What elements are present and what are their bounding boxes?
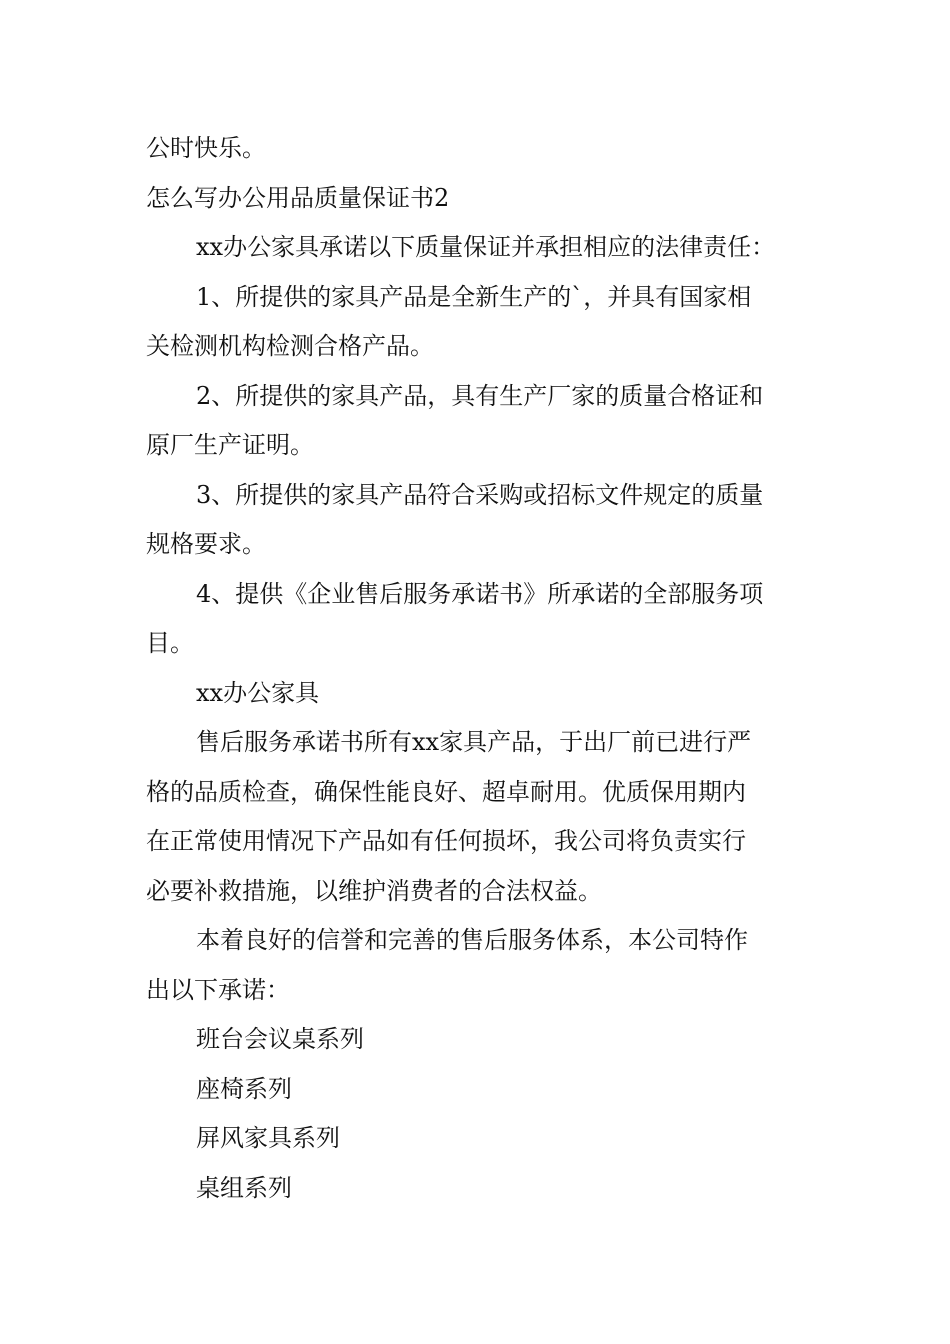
text-line: 3、所提供的家具产品符合采购或招标文件规定的质量 [196, 480, 764, 509]
text-line: 公时快乐。 [146, 134, 266, 162]
text-line: 目。 [146, 629, 194, 657]
text-line: 在正常使用情况下产品如有任何损坏，我公司将负责实行 [146, 827, 746, 855]
text-line: 4、提供《企业售后服务承诺书》所承诺的全部服务项 [196, 579, 764, 608]
document-page [146, 124, 808, 1213]
text-line: 必要补救措施，以维护消费者的合法权益。 [146, 876, 602, 905]
list-item: 座椅系列 [196, 1074, 292, 1103]
list-item: 桌组系列 [196, 1173, 292, 1202]
list-item: 班台会议桌系列 [196, 1025, 364, 1053]
list-item: 屏风家具系列 [196, 1124, 340, 1152]
text-line: xx办公家具 [196, 678, 320, 707]
text-line: 格的品质检查，确保性能良好、超卓耐用。优质保用期内 [146, 777, 746, 806]
text-line: 关检测机构检测合格产品。 [146, 332, 434, 360]
text-line: 售后服务承诺书所有xx家具产品，于出厂前已进行严 [196, 728, 752, 756]
text-line: 规格要求。 [146, 530, 266, 558]
text-line: xx办公家具承诺以下质量保证并承担相应的法律责任： [196, 233, 776, 261]
text-line: 1、所提供的家具产品是全新生产的`，并具有国家相 [196, 282, 752, 311]
section-heading: 怎么写办公用品质量保证书2 [146, 183, 450, 212]
text-line: 本着良好的信誉和完善的售后服务体系，本公司特作 [196, 926, 748, 954]
text-line: 2、所提供的家具产品，具有生产厂家的质量合格证和 [196, 381, 764, 410]
text-line: 原厂生产证明。 [146, 431, 314, 459]
text-line: 出以下承诺： [146, 975, 290, 1004]
